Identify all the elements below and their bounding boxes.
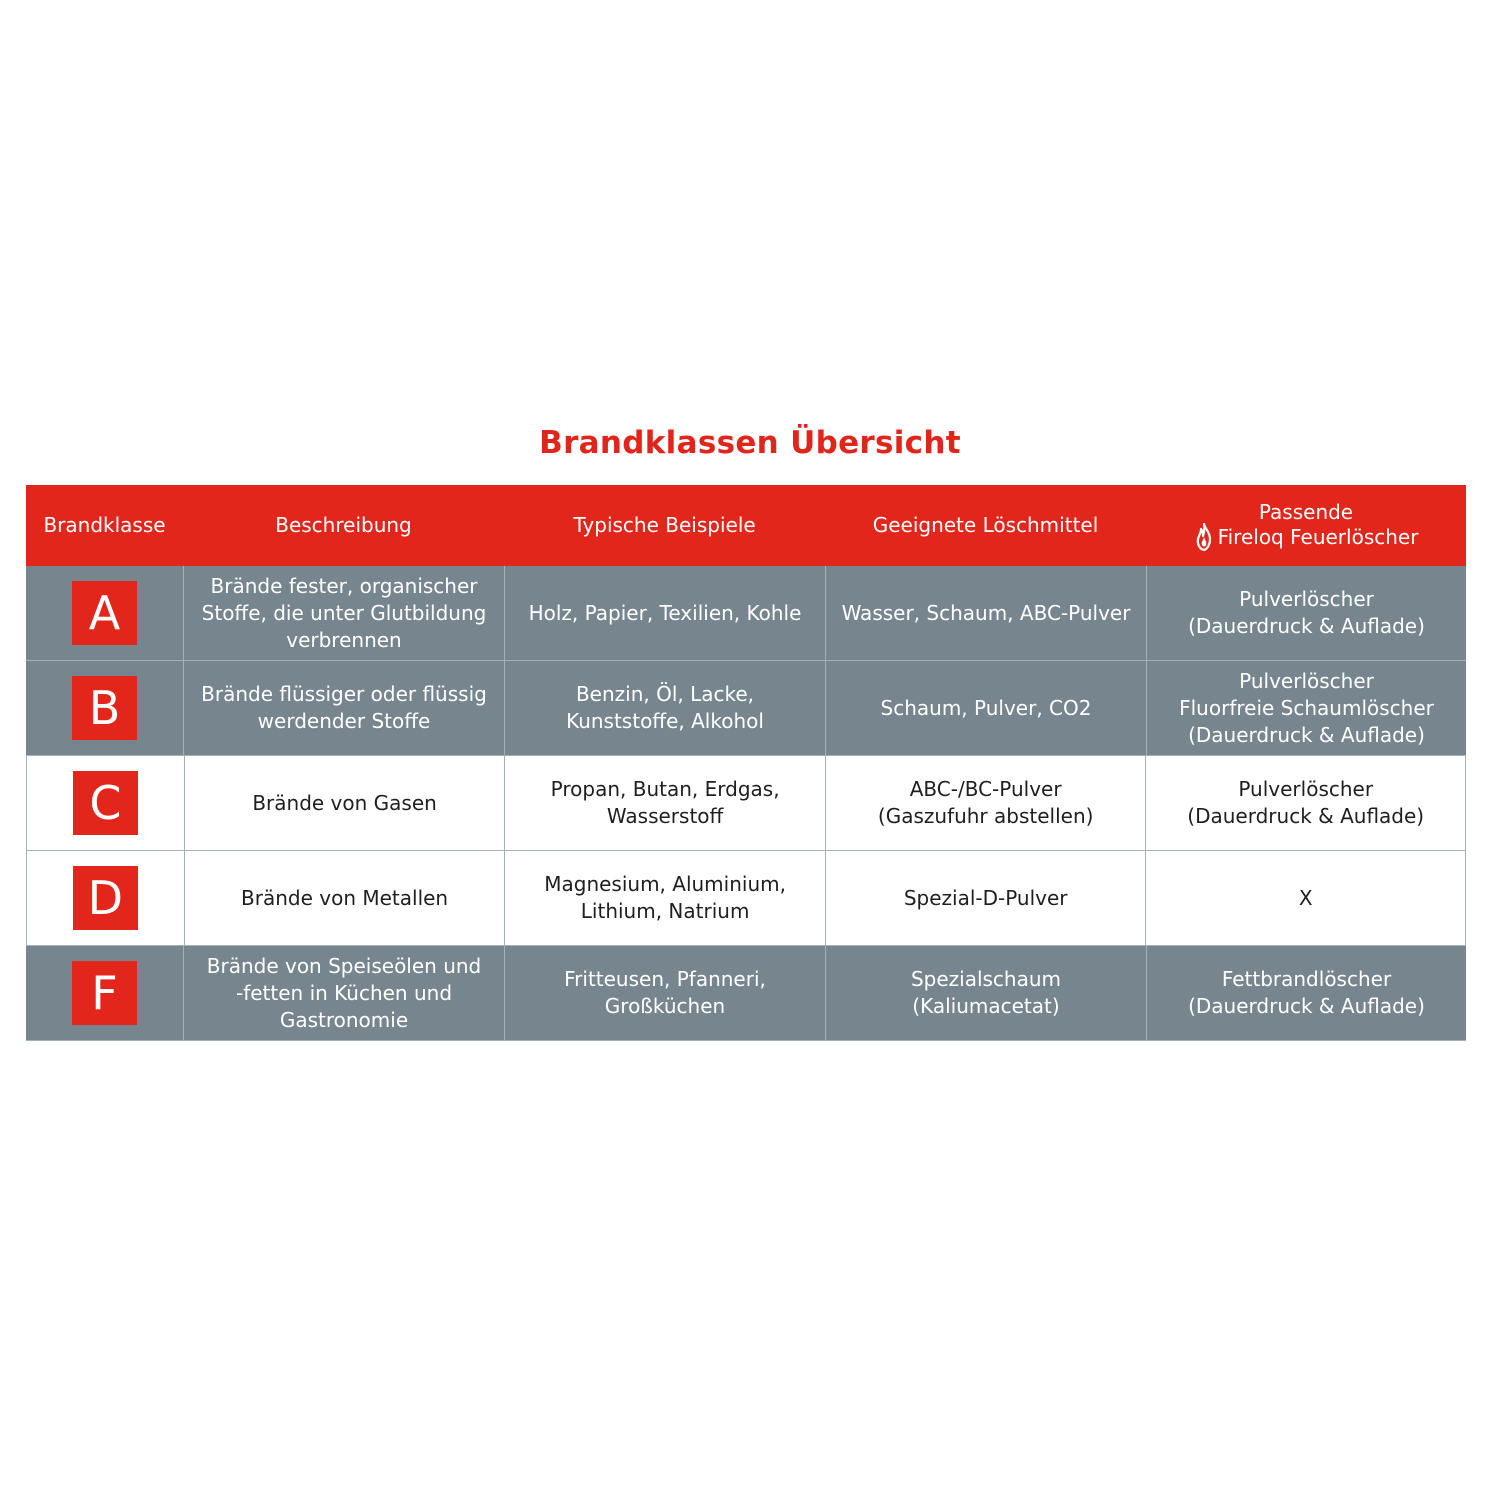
brandklasse-badge: A: [72, 581, 137, 645]
beispiele-cell: Benzin, Öl, Lacke, Kunststoffe, Alkohol: [504, 661, 825, 755]
table-row: [26, 661, 1466, 756]
klasse-cell: [26, 566, 183, 660]
header-beschreibung: Beschreibung: [275, 513, 412, 537]
loeschmittel-cell: Spezial-D-Pulver: [825, 851, 1146, 945]
brandklassen-table: [26, 485, 1466, 1041]
brandklasse-badge: D: [73, 866, 138, 930]
klasse-cell: [26, 661, 183, 755]
beschreibung-cell: Brände von Gasen: [184, 756, 505, 850]
feuerloescher-cell: Pulverlöscher (Dauerdruck & Auflade): [1145, 756, 1465, 850]
feuerloescher-cell: X: [1145, 851, 1465, 945]
table-row: [26, 946, 1466, 1041]
loeschmittel-cell: ABC-/BC-Pulver (Gaszufuhr abstellen): [825, 756, 1146, 850]
page-title: Brandklassen Übersicht: [539, 425, 961, 461]
table-row: [26, 756, 1466, 851]
header-feuerloescher: [1146, 485, 1466, 566]
klasse-cell: [26, 946, 183, 1040]
header-feuerloescher-line2: Fireloq Feuerlöscher: [1217, 524, 1419, 549]
brandklasse-badge: B: [72, 676, 137, 740]
table-row: [26, 566, 1466, 661]
loeschmittel-cell: Wasser, Schaum, ABC-Pulver: [825, 566, 1146, 660]
table-row: [26, 851, 1466, 946]
feuerloescher-cell: Pulverlöscher Fluorfreie Schaumlöscher (Dauerdruck & Auflade): [1146, 661, 1466, 755]
flame-icon: [1194, 523, 1214, 551]
header-loeschmittel: Geeignete Löschmittel: [872, 513, 1099, 537]
header-feuerloescher-line2-wrap: [1194, 523, 1419, 551]
klasse-cell: [27, 756, 184, 850]
beschreibung-cell: Brände fester, organischer Stoffe, die unter Glutbildung verbrennen: [183, 566, 504, 660]
beschreibung-cell: Brände von Metallen: [184, 851, 505, 945]
beispiele-cell: Holz, Papier, Texilien, Kohle: [504, 566, 825, 660]
header-beispiele: Typische Beispiele: [573, 513, 756, 537]
loeschmittel-cell: Spezialschaum (Kaliumacetat): [825, 946, 1146, 1040]
header-feuerloescher-line1: Passende: [1258, 499, 1354, 524]
beispiele-cell: Propan, Butan, Erdgas, Wasserstoff: [504, 756, 825, 850]
table-header-row: [26, 485, 1466, 566]
brandklasse-badge: F: [72, 961, 137, 1025]
beschreibung-cell: Brände flüssiger oder flüssig werdender Stoffe: [183, 661, 504, 755]
loeschmittel-cell: Schaum, Pulver, CO2: [825, 661, 1146, 755]
beispiele-cell: Fritteusen, Pfanneri, Großküchen: [504, 946, 825, 1040]
klasse-cell: [27, 851, 184, 945]
feuerloescher-cell: Fettbrandlöscher (Dauerdruck & Auflade): [1146, 946, 1466, 1040]
feuerloescher-cell: Pulverlöscher (Dauerdruck & Auflade): [1146, 566, 1466, 660]
header-brandklasse: Brandklasse: [43, 513, 166, 537]
brandklasse-badge: C: [73, 771, 138, 835]
beschreibung-cell: Brände von Speiseölen und -fetten in Küchen und Gastronomie: [183, 946, 504, 1040]
beispiele-cell: Magnesium, Aluminium, Lithium, Natrium: [504, 851, 825, 945]
